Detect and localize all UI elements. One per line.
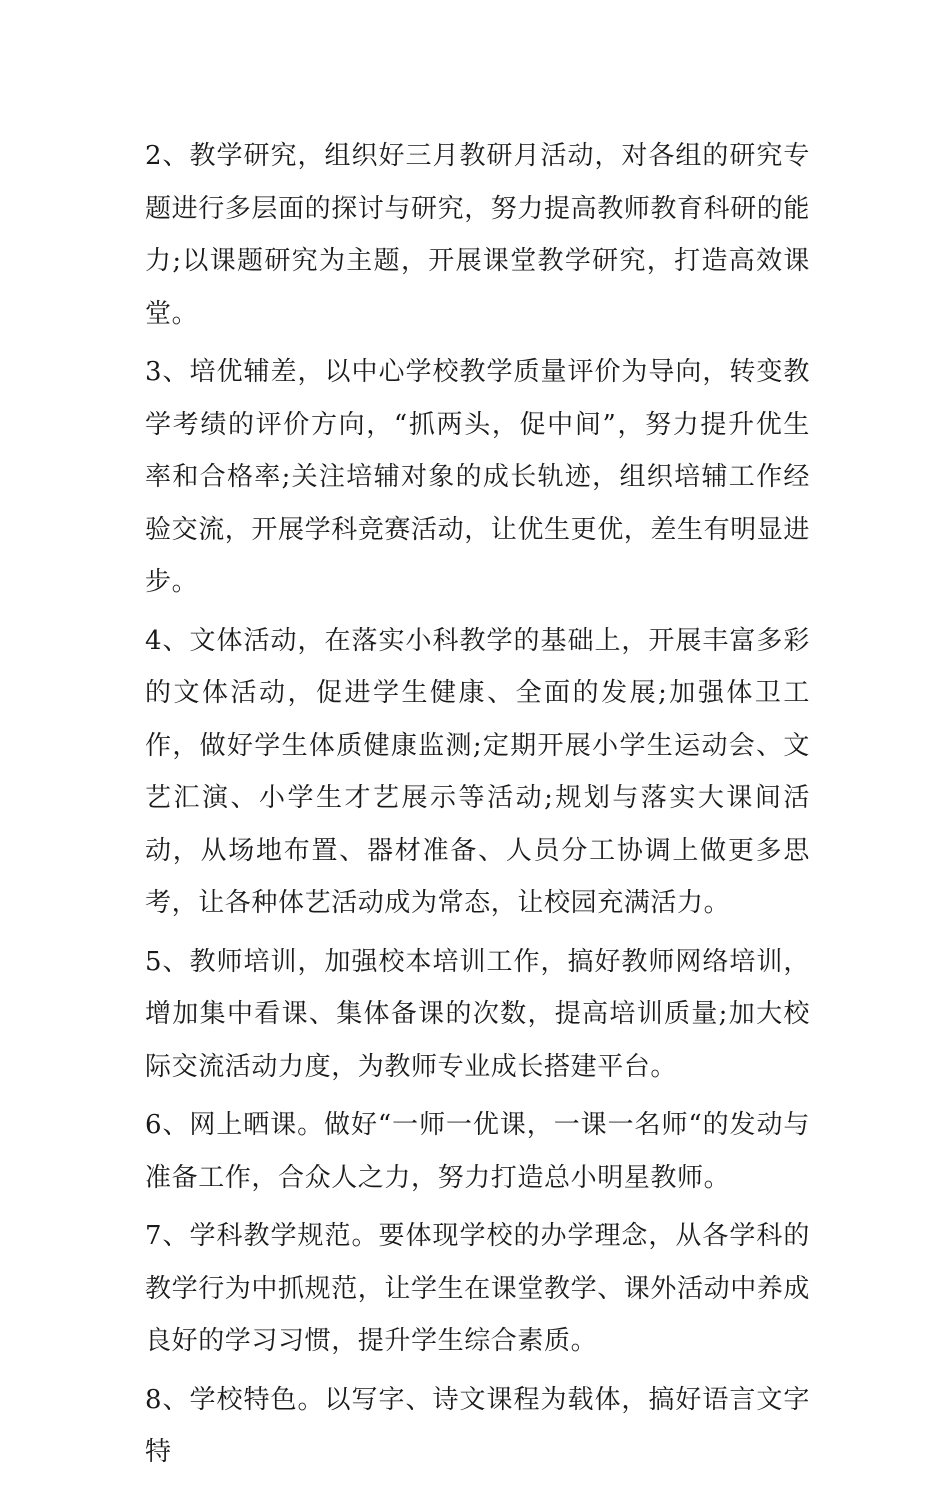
document-body <box>145 130 810 1485</box>
paragraph-tutoring: 3、培优辅差，以中心学校教学质量评价为导向，转变教学考绩的评价方向，“抓两头，促中间”，努力提升优生率和合格率;关注培辅对象的成长轨迹，组织培辅工作经验交流，开展学科竞赛活动，让优生更优，差生有明显进步。 <box>145 357 811 597</box>
paragraph-school-features: 8、学校特色。以写字、诗文课程为载体，搞好语言文字特 <box>145 1384 810 1467</box>
paragraph-online-lessons: 6、网上晒课。做好“一师一优课，一课一名师“的发动与准备工作，合众人之力，努力打造总小明星教师。 <box>145 1110 810 1193</box>
paragraph-teacher-training: 5、教师培训，加强校本培训工作，搞好教师网络培训，增加集中看课、集体备课的次数，提高培训质量;加大校际交流活动力度，为教师专业成长搭建平台。 <box>145 946 810 1082</box>
paragraph-sports-arts: 4、文体活动，在落实小科教学的基础上，开展丰富多彩的文体活动，促进学生健康、全面的发展;加强体卫工作，做好学生体质健康监测;定期开展小学生运动会、文艺汇演、小学生才艺展示等活动;规划与落实大课间活动，从场地布置、器材准备、人员分工协调上做更多思考，让各种体艺活动成为常态，让校园充满活力。 <box>145 625 810 918</box>
paragraph-subject-norms: 7、学科教学规范。要体现学校的办学理念，从各学科的教学行为中抓规范，让学生在课堂教学、课外活动中养成良好的学习习惯，提升学生综合素质。 <box>145 1221 811 1356</box>
paragraph-teaching-research: 2、教学研究，组织好三月教研月活动，对各组的研究专题进行多层面的探讨与研究，努力提高教师教育科研的能力;以课题研究为主题，开展课堂教学研究，打造高效课堂。 <box>145 141 811 329</box>
